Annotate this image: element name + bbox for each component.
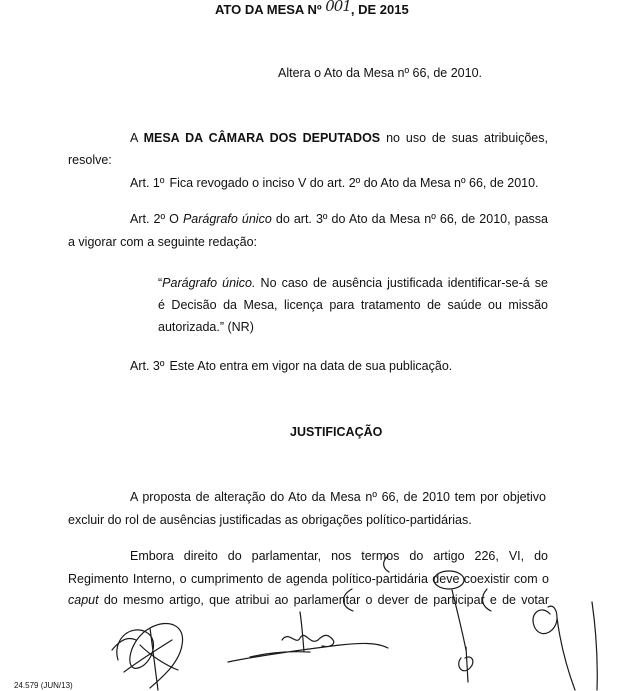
quote-line-2-text: é Decisão da Mesa, licença para tratamento de saúde ou missão xyxy=(158,298,548,312)
preamble-authority: MESA DA CÂMARA DOS DEPUTADOS xyxy=(143,131,381,145)
article-3-label: Art. 3º xyxy=(130,359,165,373)
justification-p1-line-2: excluir do rol de ausências justificadas as obrigações político-partidárias. xyxy=(68,513,472,527)
article-1-text: Fica revogado o inciso V do art. 2º do Ato da Mesa nº 66, de 2010. xyxy=(169,176,539,190)
article-2-text-after: do art. 3º do Ato da Mesa nº 66, de 2010, passa xyxy=(275,212,548,226)
quote-open-mark: “ xyxy=(158,276,163,290)
justification-p2-line-2 xyxy=(68,572,549,587)
justification-heading: JUSTIFICAÇÃO xyxy=(290,425,383,439)
preamble-resolve: resolve: xyxy=(68,153,112,167)
quote-line-3: autorizada.” (NR) xyxy=(158,320,254,334)
justification-caput-italic: caput xyxy=(68,593,99,607)
quote-line-1 xyxy=(158,276,548,291)
article-3-text: Este Ato entra em vigor na data de sua publicação. xyxy=(169,359,453,373)
article-3 xyxy=(130,359,452,374)
justification-p2-line-1-text: Embora direito do parlamentar, nos termos do artigo 226, VI, do xyxy=(130,549,548,563)
form-code: 24.579 (JUN/13) xyxy=(14,681,73,690)
signature-1 xyxy=(112,623,183,690)
preamble-rest: no uso de suas atribuições, xyxy=(386,131,548,145)
justification-p1-line-1-text: A proposta de alteração do Ato da Mesa nº 66, de 2010 tem por objetivo xyxy=(130,490,546,504)
justification-p2-line-3 xyxy=(68,593,549,608)
article-2-label: Art. 2º xyxy=(130,212,166,226)
justification-p1-line-1 xyxy=(130,490,546,505)
signature-4 xyxy=(533,602,597,690)
handwritten-act-number: 001 xyxy=(325,0,351,15)
justification-p2-line-2-text: Regimento Interno, o cumprimento de agenda político-partidária deve coexistir com o xyxy=(68,572,549,586)
quote-italic: Parágrafo único. xyxy=(162,276,256,290)
quote-line-1-rest: No caso de ausência justificada identificar-se-á se xyxy=(260,276,548,290)
justification-p2-line-1 xyxy=(130,549,548,564)
summary-text: Altera o Ato da Mesa nº 66, de 2010. xyxy=(278,66,483,80)
signature-2 xyxy=(228,612,388,662)
article-1 xyxy=(130,176,539,191)
article-2-line-1 xyxy=(130,212,548,227)
justification-p2-line-3-rest: do mesmo artigo, que atribui ao parlamentar o dever de participar e de votar xyxy=(103,593,549,607)
preamble-line-1 xyxy=(130,131,548,146)
document-title xyxy=(215,2,409,17)
preamble-intro: A xyxy=(130,131,138,145)
article-2-line-2: a vigorar com a seguinte redação: xyxy=(68,235,257,249)
article-2-text-before: O xyxy=(169,212,179,226)
article-2-italic: Parágrafo único xyxy=(182,212,272,226)
quote-line-2 xyxy=(158,298,548,313)
title-prefix: ATO DA MESA Nº xyxy=(215,2,322,17)
article-1-label: Art. 1º xyxy=(130,176,165,190)
signature-3 xyxy=(459,647,473,682)
title-suffix: , DE 2015 xyxy=(350,2,409,17)
